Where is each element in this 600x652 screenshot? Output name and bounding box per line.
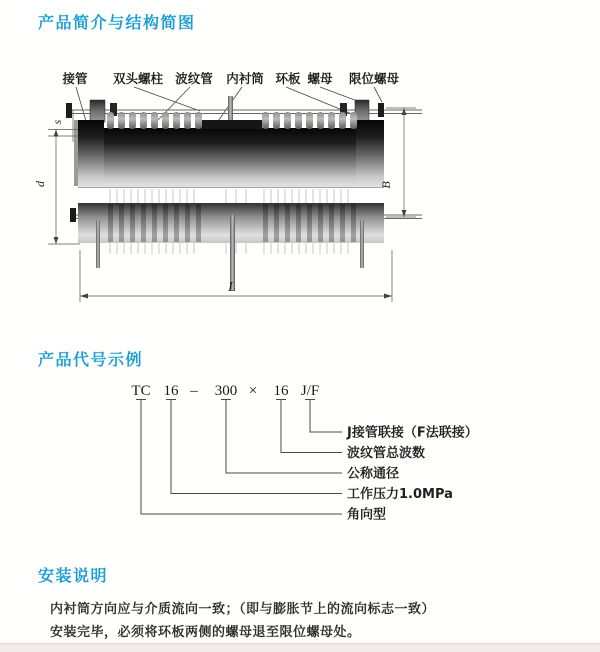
label-connecting-pipe: 接管	[62, 71, 88, 86]
stud-right-lower	[360, 220, 364, 268]
pipe-end-right	[356, 120, 384, 187]
pipe-end-left	[78, 120, 104, 187]
joint-body-upper	[74, 112, 384, 188]
product-code-diagram	[95, 380, 495, 530]
label-bellows: 波纹管	[175, 71, 213, 86]
label-double-end-stud: 双头螺柱	[112, 71, 164, 86]
install-instruction-1: 内衬筒方向应与介质流向一致；（即与膨胀节上的流向标志一致）	[50, 602, 436, 617]
svg-text:L: L	[228, 280, 236, 295]
bellows-body	[104, 128, 356, 187]
stud-left-lower	[96, 220, 100, 268]
label-limit-nut: 限位螺母	[348, 71, 400, 86]
code-seg-diameter: 300	[214, 383, 238, 399]
label-ring-plate: 环板	[275, 71, 301, 86]
code-seg-dash: –	[190, 383, 198, 399]
install-instruction-2: 安装完毕，必须将环板两侧的螺母退至限位螺母处。	[50, 625, 361, 640]
callout-connection: J接管联接（F法联接）	[347, 425, 478, 441]
section-title-product-intro: 产品简介与结构简图	[38, 13, 196, 32]
center-stud-lower	[230, 215, 235, 290]
label-nut: 螺母	[307, 71, 333, 86]
label-inner-liner: 内衬筒	[226, 71, 264, 86]
ring-plate-left	[90, 100, 105, 122]
dimension-L	[80, 250, 392, 302]
dimension-s	[48, 110, 78, 142]
callout-wave-count: 波纹管总波数	[347, 446, 426, 461]
dimension-B	[379, 108, 416, 217]
ring-plate-right	[355, 100, 369, 122]
callout-angular-type: 角向型	[347, 507, 387, 523]
expansion-joint-diagram	[30, 62, 470, 317]
section-title-install: 安装说明	[38, 566, 109, 585]
code-callout-lines	[136, 400, 342, 515]
limit-nut-left	[66, 103, 72, 118]
section-title-code-example: 产品代号示例	[38, 350, 144, 369]
svg-text:B: B	[379, 181, 393, 189]
code-seg-waves: 16	[273, 383, 289, 399]
dimension-d	[33, 130, 80, 245]
callout-nominal-diameter: 公称通径	[347, 466, 400, 482]
callout-working-pressure: 工作压力1.0MPa	[347, 487, 453, 502]
code-seg-type: TC	[131, 383, 151, 399]
code-seg-pressure: 16	[163, 383, 179, 399]
code-seg-connection: J/F	[300, 383, 320, 399]
svg-text:d: d	[33, 181, 47, 187]
code-seg-times: ×	[248, 383, 258, 399]
page-bottom-edge	[0, 643, 600, 652]
liner-edge	[198, 120, 262, 129]
svg-text:s: s	[50, 119, 64, 125]
limit-nut-right	[378, 103, 384, 117]
